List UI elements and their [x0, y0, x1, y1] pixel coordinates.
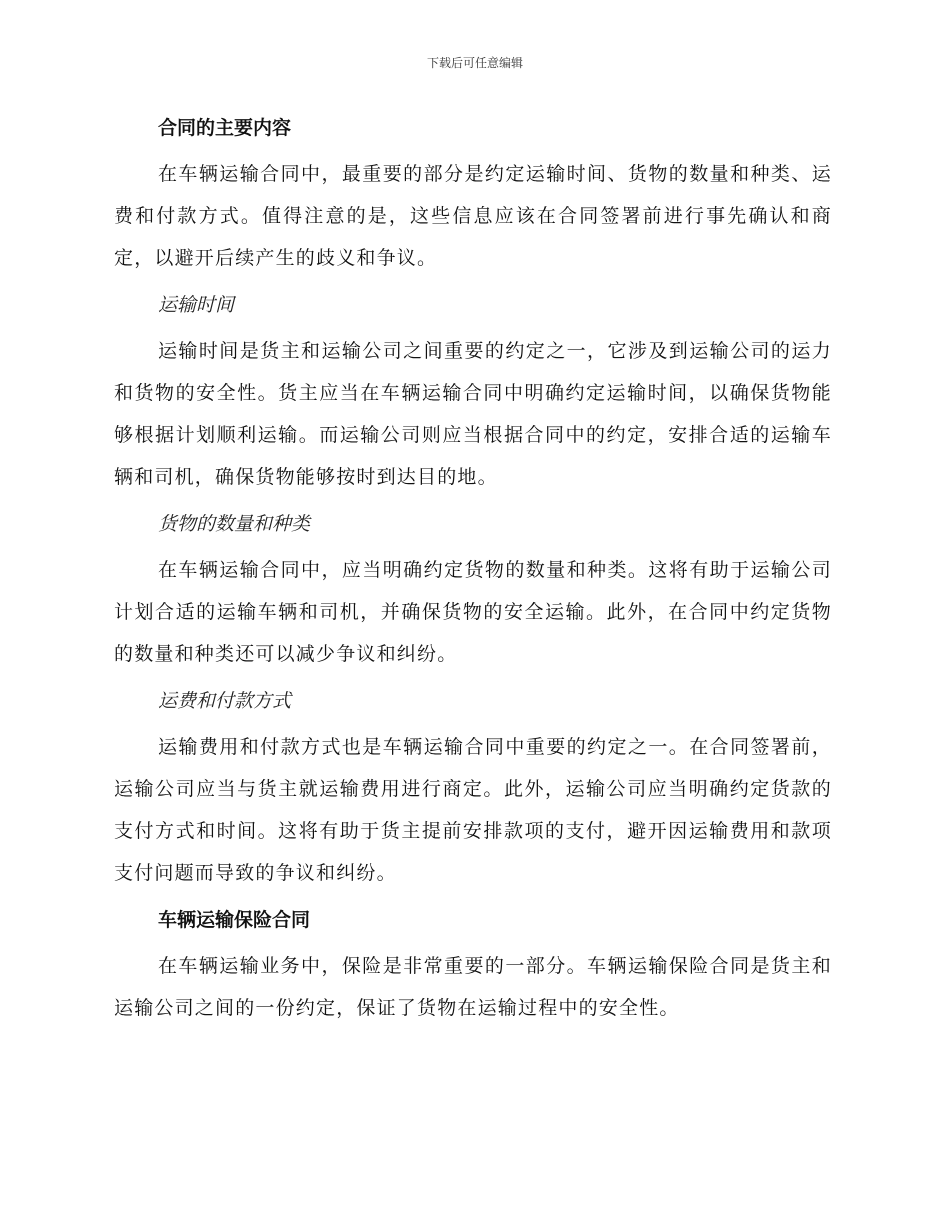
subheading-freight-payment: 运费和付款方式	[158, 690, 292, 712]
section-heading-insurance: 车辆运输保险合同	[158, 909, 311, 931]
paragraph-transport-time: 运输时间是货主和运输公司之间重要的约定之一，它涉及到运输公司的运力和货物的安全性。货主应当在车辆运输合同中明确约定运输时间，以确保货物能够根据计划顺利运输。而运输公司则应当根据合同中的约定，安排合适的运输车辆和司机，确保货物能够按时到达目的地。	[114, 340, 832, 488]
subheading-transport-time: 运输时间	[158, 294, 235, 316]
paragraph-goods-quantity: 在车辆运输合同中，应当明确约定货物的数量和种类。这将有助于运输公司计划合适的运输车辆和司机，并确保货物的安全运输。此外，在合同中约定货物的数量和种类还可以减少争议和纠纷。	[114, 559, 832, 665]
paragraph-intro: 在车辆运输合同中，最重要的部分是约定运输时间、货物的数量和种类、运费和付款方式。值得注意的是，这些信息应该在合同签署前进行事先确认和商定，以避开后续产生的歧义和争议。	[114, 163, 832, 269]
paragraph-insurance: 在车辆运输业务中，保险是非常重要的一部分。车辆运输保险合同是货主和运输公司之间的一份约定，保证了货物在运输过程中的安全性。	[114, 955, 832, 1019]
paragraph-freight-payment: 运输费用和付款方式也是车辆运输合同中重要的约定之一。在合同签署前，运输公司应当与货主就运输费用进行商定。此外，运输公司应当明确约定货款的支付方式和时间。这将有助于货主提前安排款项的支付，避开因运输费用和款项支付问题而导致的争议和纠纷。	[114, 736, 832, 884]
document-body	[114, 108, 832, 1029]
page-header: 下载后可任意编辑	[426, 56, 523, 70]
section-heading-main-content: 合同的主要内容	[158, 117, 292, 139]
subheading-goods-quantity: 货物的数量和种类	[158, 513, 311, 535]
